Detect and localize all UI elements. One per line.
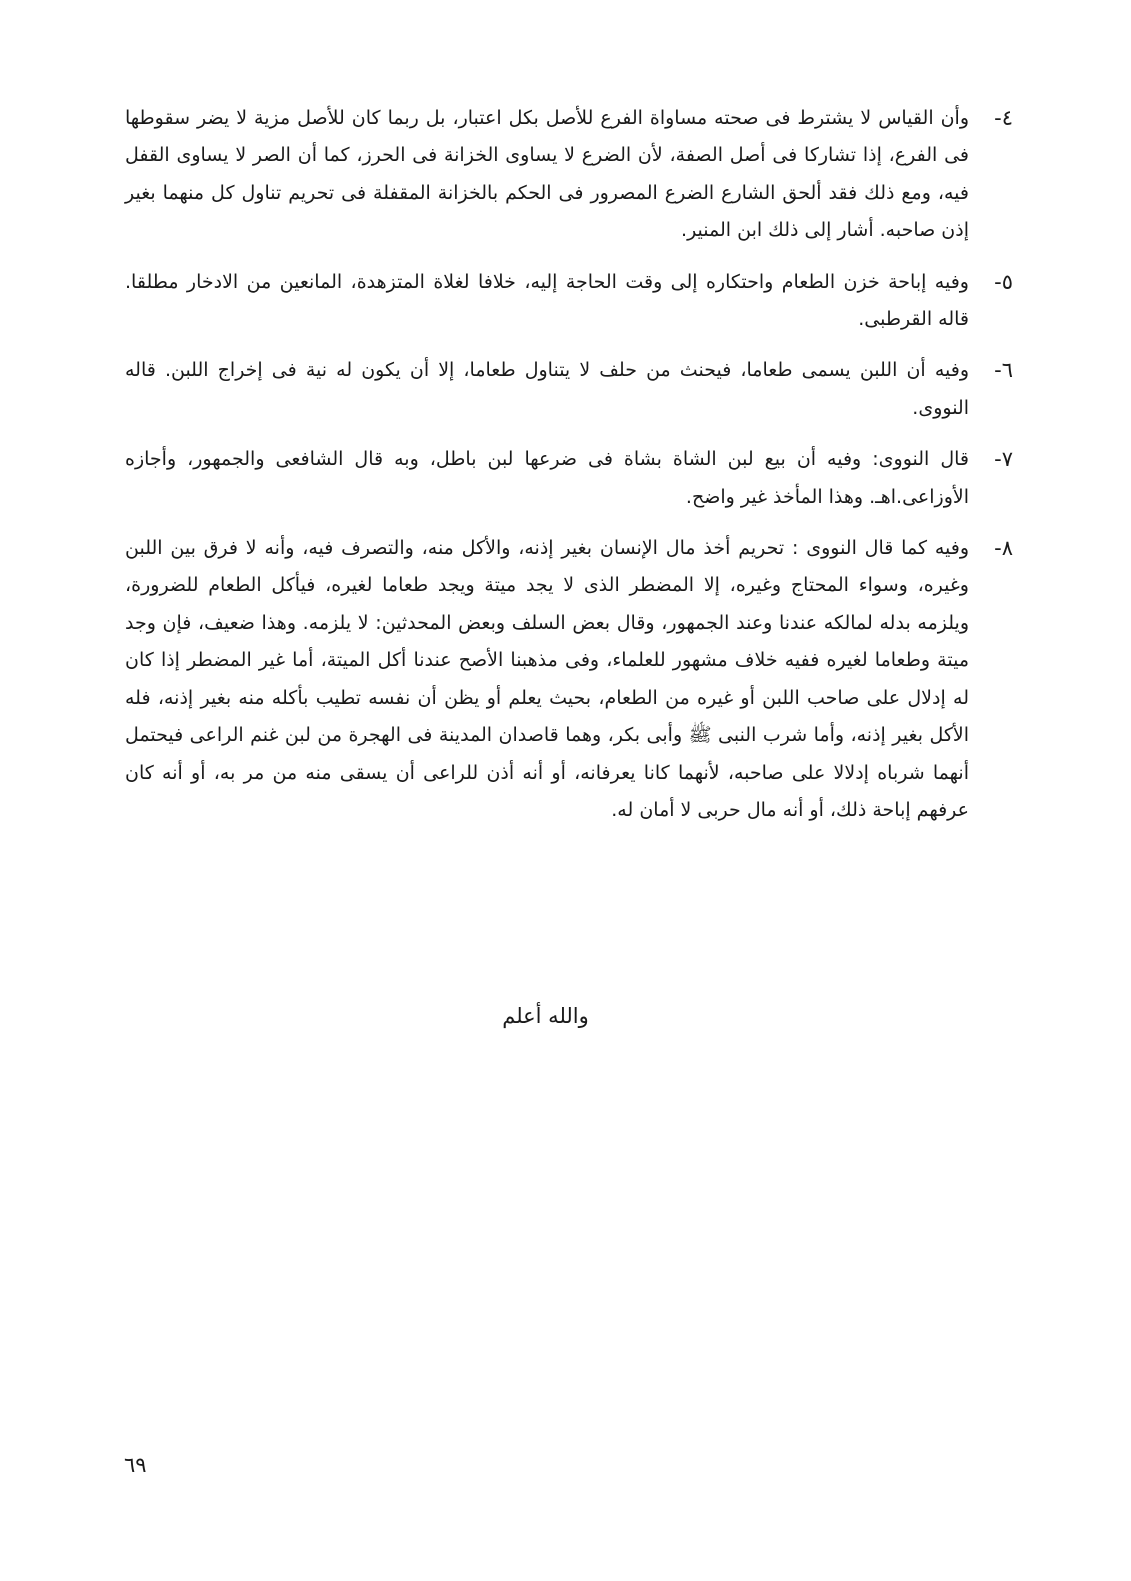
item-number: ٨-: [994, 536, 1013, 561]
item-number: ٥-: [994, 269, 1013, 294]
closing-phrase: [0, 1004, 1131, 1028]
item-number: ٧-: [994, 447, 1013, 472]
item-text: قال النووى: وفيه أن بيع لبن الشاة بشاة فى ضرعها لبن باطل، وبه قال الشافعى والجمهور، وأجازه الأوزاعى.اهـ. وهذا المأخذ غير واضح.: [125, 448, 969, 508]
page-number: ٦٩: [124, 1453, 147, 1477]
list-item: [125, 441, 1013, 516]
list-item: [125, 100, 1013, 250]
item-number: ٤-: [994, 106, 1013, 130]
item-text: وأن القياس لا يشترط فى صحته مساواة الفرع للأصل بكل اعتبار، بل ربما كان للأصل مزية لا يضر سقوطها فى الفرع، إذا تشاركا فى أصل الصفة، لأن الضرع لا يساوى الخزانة فى الحرز، كما أن الصر لا يساوى القفل فيه، ومع ذلك فقد ألحق الشارع الضرع المصرور فى الحكم بالخزانة المقفلة فى تحريم تناول كل منهما بغير إذن صاحبه. أشار إلى ذلك ابن المنير.: [125, 107, 969, 242]
item-text: وفيه إباحة خزن الطعام واحتكاره إلى وقت الحاجة إليه، خلافا لغلاة المتزهدة، المانعين من الادخار مطلقا. قاله القرطبى.: [125, 270, 969, 331]
item-text: وفيه كما قال النووى : تحريم أخذ مال الإنسان بغير إذنه، والأكل منه، والتصرف فيه، وأنه لا فرق بين اللبن وغيره، وسواء المحتاج وغيره، إلا المضطر الذى لا يجد ميتة ويجد طعاما لغيره، فيأكل الطعام للضرورة، ويلزمه بدله لمالكه عندنا وعند الجمهور، وقال بعض السلف وبعض المحدثين: لا يلزمه. وهذا ضعيف، فإن وجد ميتة وطعاما لغيره ففيه خلاف مشهور للعلماء، وفى مذهبنا الأصح عندنا أكل الميتة، أما غير المضطر إذا كان له إدلال على صاحب اللبن أو غيره من الطعام، بحيث يعلم أو يظن أن نفسه تطيب بأكله منه بغير إذنه، فله الأكل بغير إذنه، وأما شرب النبى ﷺ وأبى بكر، وهما قاصدان المدينة فى الهجرة من لبن غنم الراعى فيحتمل أنهما شرباه إدلالا على صاحبه، لأنهما كانا يعرفانه، أو أنه أذن للراعى أن يسقى منه من مر به، أو أنه كان عرفهم إباحة ذلك، أو أنه مال حربى لا أمان له.: [125, 537, 969, 821]
main-text: [125, 100, 1013, 843]
list-item: [125, 530, 1013, 829]
list-item: [125, 352, 1013, 427]
closing-text: والله أعلم: [502, 1004, 589, 1028]
item-text: وفيه أن اللبن يسمى طعاما، فيحنث من حلف لا يتناول طعاما، إلا أن يكون له نية فى إخراج اللبن. قاله النووى.: [125, 359, 969, 419]
list-item: [125, 264, 1013, 339]
item-number: ٦-: [994, 358, 1013, 383]
